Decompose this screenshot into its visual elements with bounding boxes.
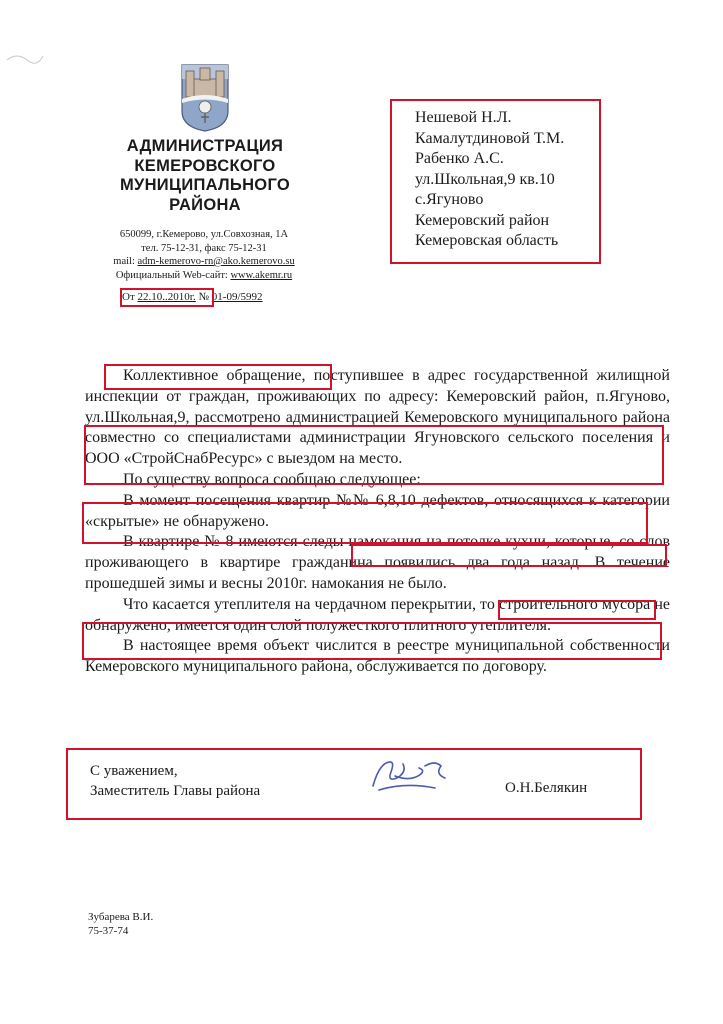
mail-link[interactable]: adm-kemerovo-rn@ako.kemerovo.su [137, 256, 295, 267]
addressee-line2: Камалутдиновой Т.М. [415, 129, 565, 147]
closing-regards: С уважением, [90, 763, 178, 779]
signer-name: О.Н.Белякин [505, 780, 588, 796]
org-name-line3: МУНИЦИПАЛЬНОГО [119, 176, 291, 194]
mail-label: mail: [113, 256, 135, 267]
paragraph-5: Что касается утеплителя на чердачном перекрытии, то строительного мусора не обнаружено, имеется один слой полужесткого плитного утеплителя. [85, 595, 670, 634]
addressee-line5: с.Ягуново [415, 191, 484, 208]
highlight-frame-signature [66, 748, 642, 820]
organization-name [100, 137, 310, 215]
date-prefix: От [122, 291, 135, 303]
website-label: Официальный Web-сайт: [115, 269, 228, 281]
org-address: 650099, г.Кемерово, ул.Совхозная, 1А [119, 229, 289, 240]
highlight-frame-no-defects [82, 502, 648, 544]
org-website-line [84, 269, 324, 283]
highlight-frame-collective-appeal [104, 364, 332, 390]
org-name-line1: АДМИНИСТРАЦИЯ [126, 137, 284, 155]
letter-date: 22.10..2010г. [137, 291, 196, 303]
highlight-frame-date [120, 288, 214, 307]
addressee-line7: Кемеровская область [415, 232, 559, 249]
scan-mark-icon [5, 48, 45, 68]
highlight-frame-wet-ceiling [351, 544, 667, 567]
signer-position: Заместитель Главы района [90, 783, 261, 799]
addressee-line3: Рабенко А.С. [415, 150, 504, 167]
paragraph-1: Коллективное обращение, поступившее в адрес государственной жилищной инспекции от граждан, проживающих по адресу: Кемеровский район, п.Ягуново, ул.Школьная,9, рассмотрено администрацией Кемеровского муниципального района совместно со специалистами администрации Ягуновского сельского поселения и ООО «СтройСнабРесурс» с выездом на место. [85, 367, 670, 468]
org-phone: тел. 75-12-31, факс 75-12-31 [141, 242, 267, 254]
org-name-line4: РАЙОНА [169, 195, 241, 214]
executor-block [88, 910, 153, 938]
letter-number: 01-09/5992 [211, 291, 263, 303]
paragraph-4: В квартире № 8 имеются следы намокания на потолке кухни, которые, со слов проживающего в квартире гражданина появились два года назад. В течение прошедшей зимы и весны 2010г. намокания не было. [85, 533, 670, 592]
highlight-frame-construction-debris-1 [498, 600, 656, 620]
website-link[interactable]: www.akemr.ru [230, 269, 293, 281]
executor-name: Зубарева В.И. [88, 911, 154, 923]
paragraph-6: В настоящее время объект числится в реестре муниципальной собственности Кемеровского муниципального района, обслуживается по договору. [85, 637, 670, 676]
paragraph-2: По существу вопроса сообщаю следующее: [123, 470, 421, 488]
addressee-line6: Кемеровский район [415, 211, 550, 229]
org-name-line2: КЕМЕРОВСКОГО [134, 156, 276, 175]
executor-phone: 75-37-74 [88, 925, 129, 937]
paragraph-3: В момент посещения квартир №№ 6,8,10 дефектов, относящихся к категории «скрытые» не обнаружено. [85, 491, 670, 530]
org-mail-line [84, 255, 324, 269]
number-prefix: № [198, 291, 210, 303]
highlight-frame-construction-debris-2 [82, 622, 662, 660]
highlight-frame-joint-inspection [84, 425, 664, 485]
addressee-line1: Нешевой Н.Л. [415, 109, 512, 126]
addressee-line4: ул.Школьная,9 кв.10 [415, 170, 555, 188]
coat-of-arms-icon [180, 63, 230, 133]
contact-block [84, 228, 324, 282]
highlight-frame-addressee [390, 99, 601, 264]
